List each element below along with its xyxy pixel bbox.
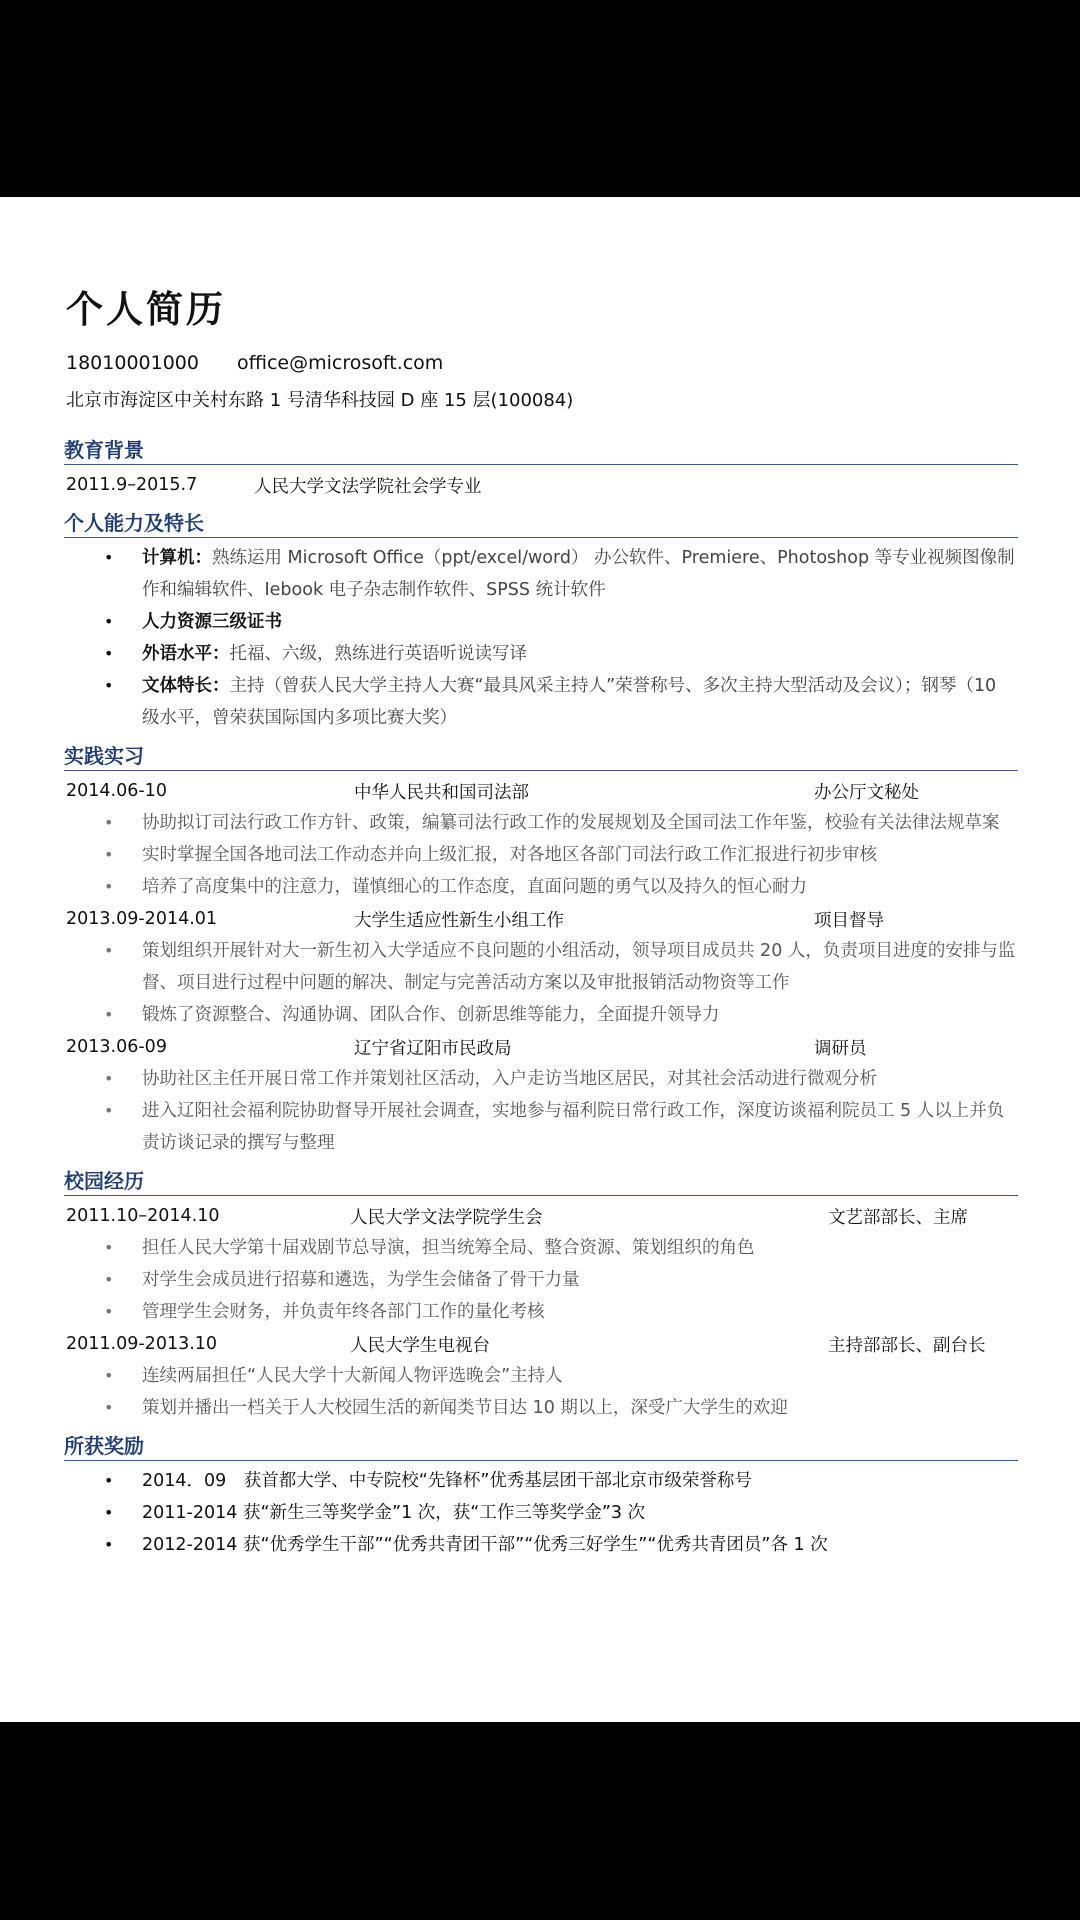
list-item: • 担任人民大学第十届戏剧节总导演，担当统筹全局、整合资源、策划组织的角色 xyxy=(64,1232,1018,1264)
education-heading: 教育背景 xyxy=(64,434,1018,465)
education-school: 人民大学文法学院社会学专业 xyxy=(254,476,482,497)
list-item: • 2014．09 获首都大学、中专院校“先锋杯”优秀基层团干部北京市级荣誉称号 xyxy=(64,1465,1018,1497)
list-item: • 2011-2014 获“新生三等奖学金”1 次，获“工作三等奖学金”3 次 xyxy=(64,1497,1018,1529)
job-period: 2011.10–2014.10 xyxy=(66,1206,220,1226)
list-item: • 进入辽阳社会福利院协助督导开展社会调查，实地参与福利院日常行政工作，深度访谈福利院员工 5 人以上并负责访谈记录的撰写与整理 xyxy=(64,1095,1018,1159)
job-org: 中华人民共和国司法部 xyxy=(354,782,529,803)
skills-heading: 个人能力及特长 xyxy=(64,507,1018,538)
list-item: • 协助社区主任开展日常工作并策划社区活动，入户走访当地区居民，对其社会活动进行微观分析 xyxy=(64,1063,1018,1095)
awards-list xyxy=(64,1465,1018,1561)
page-title: 个人简历 xyxy=(66,288,226,331)
practice-heading: 实践实习 xyxy=(64,740,1018,771)
job-org: 人民大学生电视台 xyxy=(350,1335,490,1356)
job-role: 调研员 xyxy=(814,1038,867,1059)
list-item: • 实时掌握全国各地司法工作动态并向上级汇报，对各地区各部门司法行政工作汇报进行初步审核 xyxy=(64,839,1018,871)
job-points xyxy=(64,807,1018,903)
awards-heading: 所获奖励 xyxy=(64,1430,1018,1461)
job-points xyxy=(64,1360,1018,1424)
list-item: • 培养了高度集中的注意力，谨慎细心的工作态度，直面问题的勇气以及持久的恒心耐力 xyxy=(64,871,1018,903)
list-item: • 外语水平：托福、六级，熟练进行英语听说读写译 xyxy=(64,638,1018,670)
job-org: 辽宁省辽阳市民政局 xyxy=(354,1038,512,1059)
job-period: 2011.09-2013.10 xyxy=(66,1334,218,1354)
job-period: 2014.06-10 xyxy=(66,781,167,801)
job-role: 办公厅文秘处 xyxy=(814,782,919,803)
job-role: 主持部部长、副台长 xyxy=(828,1335,986,1356)
list-item: • 策划并播出一档关于人大校园生活的新闻类节目达 10 期以上，深受广大学生的欢迎 xyxy=(64,1392,1018,1424)
email-text: office@microsoft.com xyxy=(236,352,444,374)
job-points xyxy=(64,935,1018,1031)
skills-list xyxy=(64,542,1018,734)
job-row xyxy=(64,1031,1018,1063)
education-row xyxy=(64,469,1018,501)
resume-content xyxy=(64,428,1018,1561)
list-item: • 计算机：熟练运用 Microsoft Office（ppt/excel/word） 办公软件、Premiere、Photoshop 等专业视频图像制作和编辑软件、Iebook 电子杂志制作软件、SPSS 统计软件 xyxy=(64,542,1018,606)
job-row xyxy=(64,903,1018,935)
education-period: 2011.9–2015.7 xyxy=(66,475,198,495)
job-row xyxy=(64,775,1018,807)
list-item: • 管理学生会财务，并负责年终各部门工作的量化考核 xyxy=(64,1296,1018,1328)
job-row xyxy=(64,1200,1018,1232)
list-item: • 协助拟订司法行政工作方针、政策，编纂司法行政工作的发展规划及全国司法工作年鉴，校验有关法律法规草案 xyxy=(64,807,1018,839)
job-period: 2013.09-2014.01 xyxy=(66,909,218,929)
list-item: • 策划组织开展针对大一新生初入大学适应不良问题的小组活动，领导项目成员共 20 人，负责项目进度的安排与监督、项目进行过程中问题的解决、制定与完善活动方案以及审批报销活动物资等工作 xyxy=(64,935,1018,999)
list-item: • 对学生会成员进行招募和遴选，为学生会储备了骨干力量 xyxy=(64,1264,1018,1296)
job-role: 项目督导 xyxy=(814,910,884,931)
job-org: 大学生适应性新生小组工作 xyxy=(354,910,564,931)
job-org: 人民大学文法学院学生会 xyxy=(350,1207,543,1228)
campus-heading: 校园经历 xyxy=(64,1165,1018,1196)
resume-page xyxy=(0,197,1080,1722)
contact-line xyxy=(66,352,481,374)
list-item: • 2012-2014 获“优秀学生干部”“优秀共青团干部”“优秀三好学生”“优秀共青团员”各 1 次 xyxy=(64,1529,1018,1561)
list-item: • 锻炼了资源整合、沟通协调、团队合作、创新思维等能力，全面提升领导力 xyxy=(64,999,1018,1031)
address-text: 北京市海淀区中关村东路 1 号清华科技园 D 座 15 层(100084) xyxy=(66,390,574,411)
list-item: • 文体特长：主持（曾获人民大学主持人大赛“最具风采主持人”荣誉称号、多次主持大型活动及会议）；钢琴（10 级水平，曾荣获国际国内多项比赛大奖） xyxy=(64,670,1018,734)
phone-text: 18010001000 xyxy=(66,352,199,374)
job-points xyxy=(64,1063,1018,1159)
job-points xyxy=(64,1232,1018,1328)
list-item: • 人力资源三级证书 xyxy=(64,606,1018,638)
job-period: 2013.06-09 xyxy=(66,1037,167,1057)
job-role: 文艺部部长、主席 xyxy=(828,1207,968,1228)
list-item: • 连续两届担任“人民大学十大新闻人物评选晚会”主持人 xyxy=(64,1360,1018,1392)
job-row xyxy=(64,1328,1018,1360)
